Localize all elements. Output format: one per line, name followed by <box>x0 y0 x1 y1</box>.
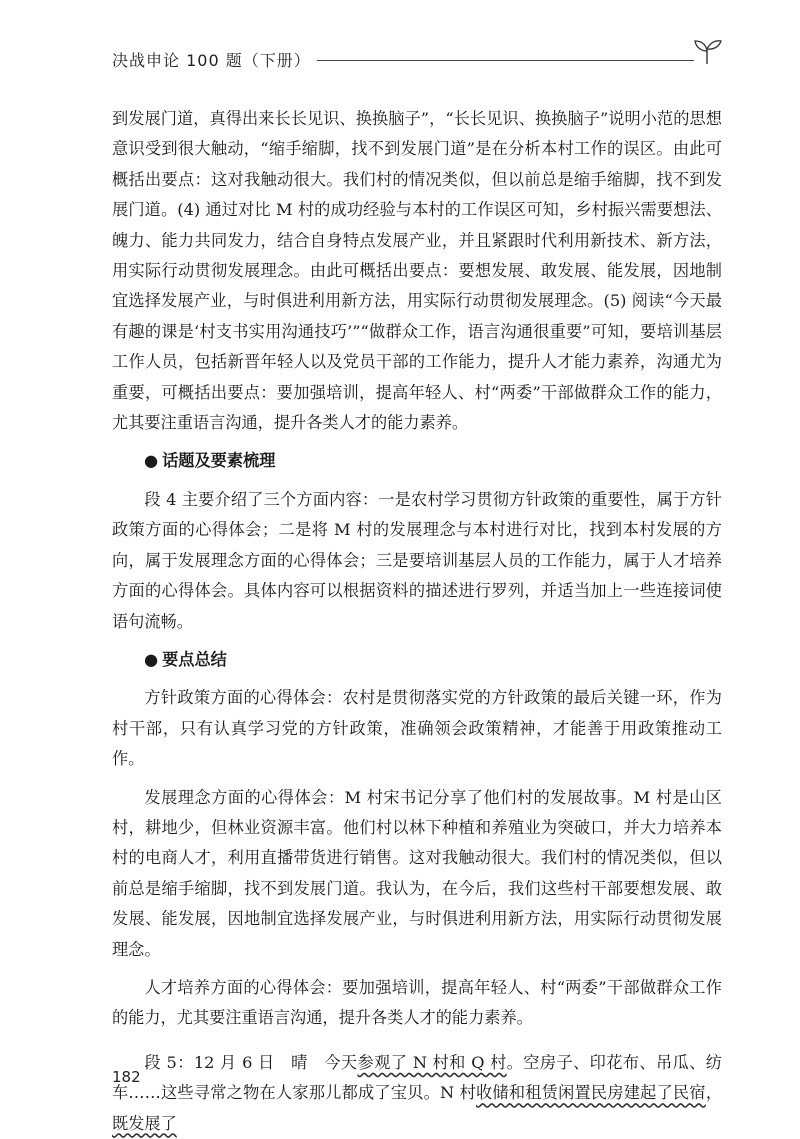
bullet-icon: ● <box>144 451 159 471</box>
sprout-icon <box>692 38 722 64</box>
page-body <box>112 104 722 1139</box>
book-title: 决战申论 100 题（下册） <box>112 48 317 71</box>
section-heading-summary <box>112 645 722 675</box>
section-heading-label: 话题及要素梳理 <box>162 451 276 471</box>
bullet-icon: ● <box>144 649 159 669</box>
wavy-underlined-text: 收储和租赁闲置民房建起了民宿 <box>476 1083 706 1103</box>
diary-text: 。空房子、印花布、吊瓜、纺车……这些寻常之物在人家那儿都成了宝贝。N 村 <box>112 1052 722 1103</box>
wavy-underlined-text: 既发展了 <box>112 1113 177 1133</box>
development-paragraph: 发展理念方面的心得体会：M 村宋书记分享了他们村的发展故事。M 村是山区村，耕地少，但林业资源丰富。他们村以林下种植和养殖业为突破口，并大力培养本村的电商人才，利用直播带货进行销售。这对我触动很大。我们村的情况类似，但以前总是缩手缩脚，找不到发展门道。我认为，在今后，我们这些村干部要想发展、敢发展、能发展，因地制宜选择发展产业，与时俱进利用新方法，用实际行动贯彻发展理念。 <box>112 787 722 959</box>
page-number: 182 <box>112 1068 141 1086</box>
diary-paragraph <box>112 1048 722 1139</box>
analysis-paragraph: 到发展门道，真得出来长长见识、换换脑子”，“长长见识、换换脑子”说明小范的思想意识受到很大触动，“缩手缩脚，找不到发展门道”是在分析本村工作的误区。由此可概括出要点：这对我触动很大。我们村的情况类似，但以前总是缩手缩脚，找不到发展门道。(4) 通过对比 M 村的成功经验与本村的工作误区可知，乡村振兴需要想法、魄力、能力共同发力，结合自身特点发展产业，并且紧跟时代利用新技术、新方法，用实际行动贯彻发展理念。由此可概括出要点：要想发展、敢发展、能发展，因地制宜选择发展产业，与时俱进利用新方法，用实际行动贯彻发展理念。(5) 阅读“今天最有趣的课是‘村支书实用沟通技巧’”“做群众工作，语言沟通很重要”可知，要培训基层工作人员，包括新晋年轻人以及党员干部的工作能力，提升人才能力素养，沟通尤为重要，可概括出要点：要加强培训，提高年轻人、村“两委”干部做群众工作的能力，尤其要注重语言沟通，提升各类人才的能力素养。 <box>112 109 722 433</box>
section-heading-label: 要点总结 <box>162 649 227 669</box>
topics-paragraph: 段 4 主要介绍了三个方面内容：一是农村学习贯彻方针政策的重要性，属于方针政策方面的心得体会；二是将 M 村的发展理念与本村进行对比，找到本村发展的方向，属于发展理念方面的心得体会；三是要培训基层人员的工作能力，属于人才培养方面的心得体会。具体内容可以根据资料的描述进行罗列，并适当加上一些连接词使语句流畅。 <box>112 489 722 631</box>
section-heading-topics <box>112 446 722 476</box>
diary-text: 段 5：12 月 6 日 晴 今天 <box>144 1052 358 1072</box>
running-header <box>112 46 722 76</box>
wavy-underlined-text: 参观了 N 村和 Q 村 <box>357 1052 507 1072</box>
diary-text: ， <box>705 1083 723 1103</box>
policy-paragraph: 方针政策方面的心得体会：农村是贯彻落实党的方针政策的最后关键一环，作为村干部，只有认真学习党的方针政策，准确领会政策精神，才能善于用政策推动工作。 <box>112 688 722 769</box>
talent-paragraph: 人才培养方面的心得体会：要加强培训，提高年轻人、村“两委”干部做群众工作的能力，尤其要注重语言沟通，提升各类人才的能力素养。 <box>112 977 722 1028</box>
